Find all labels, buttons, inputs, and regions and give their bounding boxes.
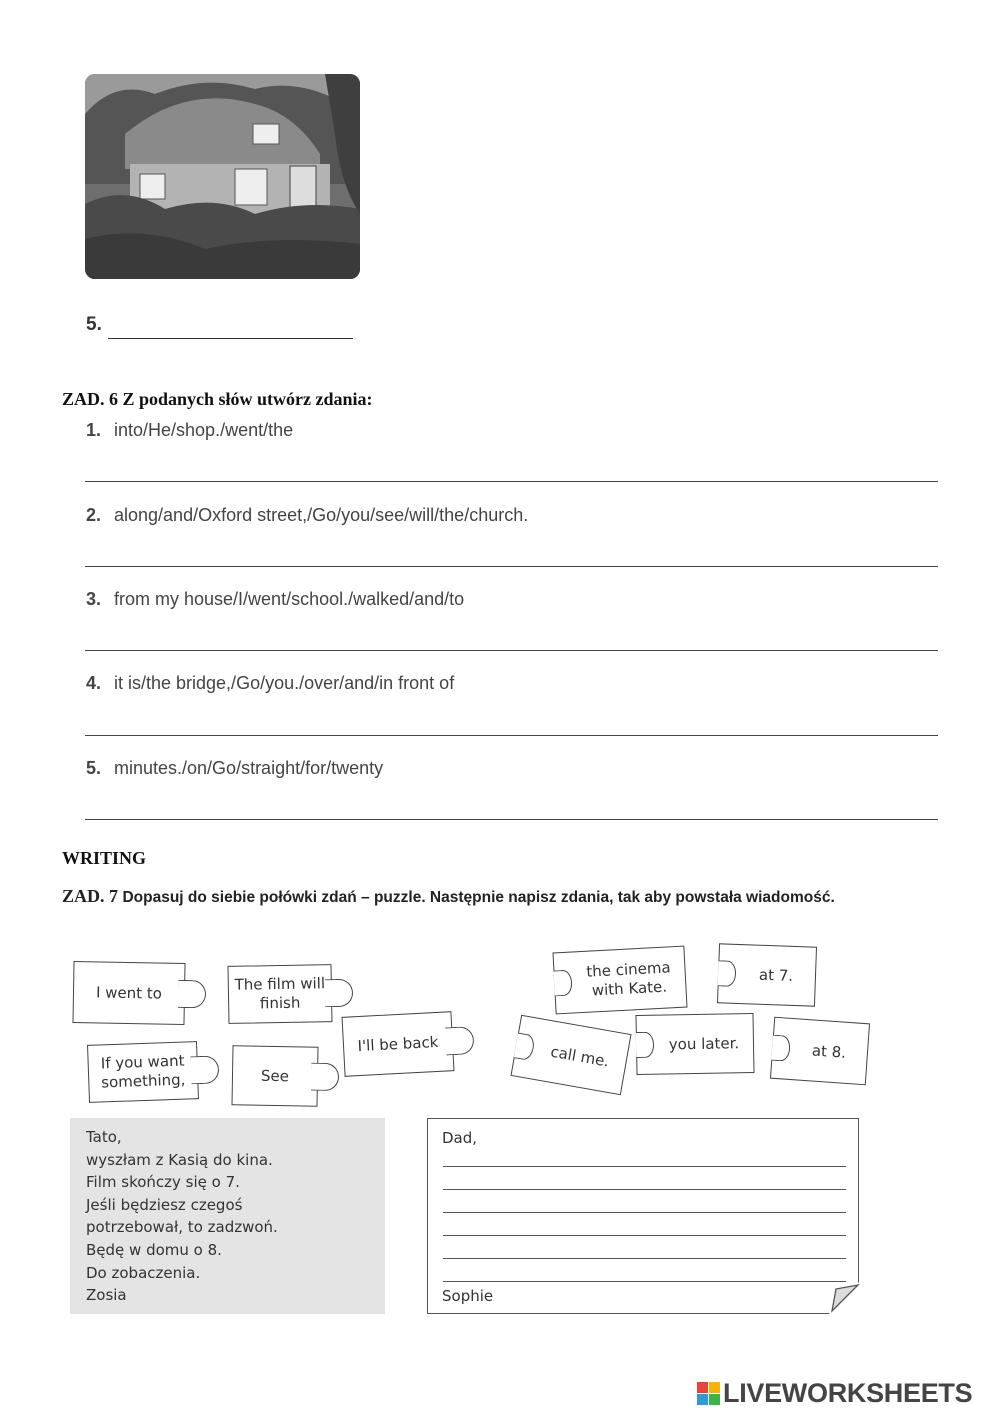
brand-icon bbox=[697, 1382, 720, 1405]
item-number: 4. bbox=[86, 673, 102, 693]
answer-line-1[interactable] bbox=[85, 481, 938, 482]
cottage-illustration bbox=[85, 74, 360, 279]
brand-name: LIVEWORKSHEETS bbox=[723, 1378, 973, 1408]
answer-line-5[interactable] bbox=[108, 338, 353, 339]
puzzle-piece-call-me[interactable] bbox=[510, 1015, 631, 1096]
item-text: minutes./on/Go/straight/for/twenty bbox=[114, 758, 384, 778]
letter-signature: Sophie bbox=[442, 1287, 494, 1305]
note-line: Jeśli będziesz czegoś bbox=[86, 1195, 243, 1214]
liveworksheets-logo bbox=[697, 1378, 972, 1409]
zad7-instruction: Dopasuj do siebie połówki zdań – puzzle. Następnie napisz zdania, tak aby powstała wiadomość. bbox=[122, 889, 835, 906]
puzzle-text: The film will finish bbox=[234, 974, 326, 1013]
letter-paper bbox=[427, 1118, 859, 1314]
letter-line-4[interactable] bbox=[443, 1235, 846, 1236]
item-number: 1. bbox=[86, 420, 102, 440]
puzzle-socket bbox=[636, 1032, 654, 1058]
puzzle-socket bbox=[718, 960, 737, 987]
zad6-item-2 bbox=[86, 505, 528, 526]
letter-line-5[interactable] bbox=[443, 1258, 846, 1259]
letter-greeting: Dad, bbox=[442, 1129, 478, 1147]
letter-line-6[interactable] bbox=[443, 1281, 846, 1282]
puzzle-piece-at-7[interactable] bbox=[717, 943, 817, 1006]
puzzle-piece-ill-be-back[interactable] bbox=[342, 1011, 455, 1077]
zad6-item-4 bbox=[86, 673, 454, 694]
puzzle-piece-if-you-want[interactable] bbox=[87, 1041, 199, 1103]
puzzle-text: I'll be back bbox=[357, 1032, 439, 1055]
puzzle-knob bbox=[178, 980, 206, 1008]
letter-line-3[interactable] bbox=[443, 1212, 846, 1213]
puzzle-piece-the-cinema[interactable] bbox=[552, 946, 687, 1015]
item-number: 2. bbox=[86, 505, 102, 525]
note-line: Tato, bbox=[86, 1128, 122, 1146]
question-5-label: 5. bbox=[86, 314, 102, 335]
answer-line-4[interactable] bbox=[85, 735, 938, 736]
letter-line-1[interactable] bbox=[443, 1166, 846, 1167]
item-number: 5. bbox=[86, 758, 102, 778]
puzzle-text: call me. bbox=[549, 1042, 611, 1071]
item-number: 3. bbox=[86, 589, 102, 609]
zad7-heading bbox=[62, 886, 835, 907]
answer-line-3[interactable] bbox=[85, 650, 938, 651]
puzzle-knob bbox=[445, 1026, 474, 1055]
puzzle-knob bbox=[190, 1055, 219, 1084]
puzzle-text: If you want something, bbox=[100, 1051, 186, 1092]
puzzle-piece-the-film[interactable] bbox=[228, 964, 333, 1024]
zad6-item-3 bbox=[86, 589, 464, 610]
note-line: potrzebował, to zadzwoń. bbox=[86, 1218, 278, 1237]
puzzle-text: See bbox=[260, 1066, 290, 1085]
zad6-heading: ZAD. 6 Z podanych słów utwórz zdania: bbox=[62, 389, 373, 409]
puzzle-text: at 8. bbox=[811, 1041, 847, 1062]
puzzle-piece-i-went-to[interactable] bbox=[72, 961, 185, 1025]
answer-line-2[interactable] bbox=[85, 566, 938, 567]
puzzle-text: the cinema with Kate. bbox=[585, 958, 672, 1000]
puzzle-socket bbox=[553, 970, 572, 997]
item-text: along/and/Oxford street,/Go/you/see/will/the/church. bbox=[114, 505, 529, 525]
puzzle-piece-you-later[interactable] bbox=[635, 1013, 754, 1075]
puzzle-piece-see[interactable] bbox=[231, 1045, 318, 1106]
puzzle-knob bbox=[311, 1063, 339, 1091]
puzzle-knob bbox=[325, 979, 353, 1007]
puzzle-socket bbox=[514, 1032, 536, 1061]
answer-line-5b[interactable] bbox=[85, 819, 938, 820]
item-text: into/He/shop./went/the bbox=[114, 420, 294, 440]
puzzle-piece-at-8[interactable] bbox=[770, 1017, 870, 1086]
note-line: wyszłam z Kasią do kina. bbox=[86, 1150, 273, 1169]
letter-line-2[interactable] bbox=[443, 1189, 846, 1190]
zad6-item-1 bbox=[86, 420, 293, 441]
folded-corner-icon bbox=[828, 1281, 860, 1315]
item-text: from my house/I/went/school./walked/and/to bbox=[114, 589, 465, 609]
puzzle-socket bbox=[771, 1035, 791, 1062]
note-line: Zosia bbox=[86, 1286, 127, 1305]
polish-note-text bbox=[86, 1126, 278, 1307]
cottage-photo bbox=[85, 74, 360, 279]
note-line: Będę w domu o 8. bbox=[86, 1240, 222, 1259]
note-line: Film skończy się o 7. bbox=[86, 1173, 240, 1192]
puzzle-text: at 7. bbox=[758, 965, 794, 985]
puzzle-text: I went to bbox=[95, 983, 163, 1003]
item-text: it is/the bridge,/Go/you./over/and/in front of bbox=[114, 673, 455, 693]
zad7-prefix: ZAD. 7 bbox=[62, 886, 119, 906]
zad6-item-5 bbox=[86, 758, 383, 779]
puzzle-text: you later. bbox=[668, 1033, 740, 1054]
writing-heading: WRITING bbox=[62, 848, 147, 868]
note-line: Do zobaczenia. bbox=[86, 1263, 201, 1282]
